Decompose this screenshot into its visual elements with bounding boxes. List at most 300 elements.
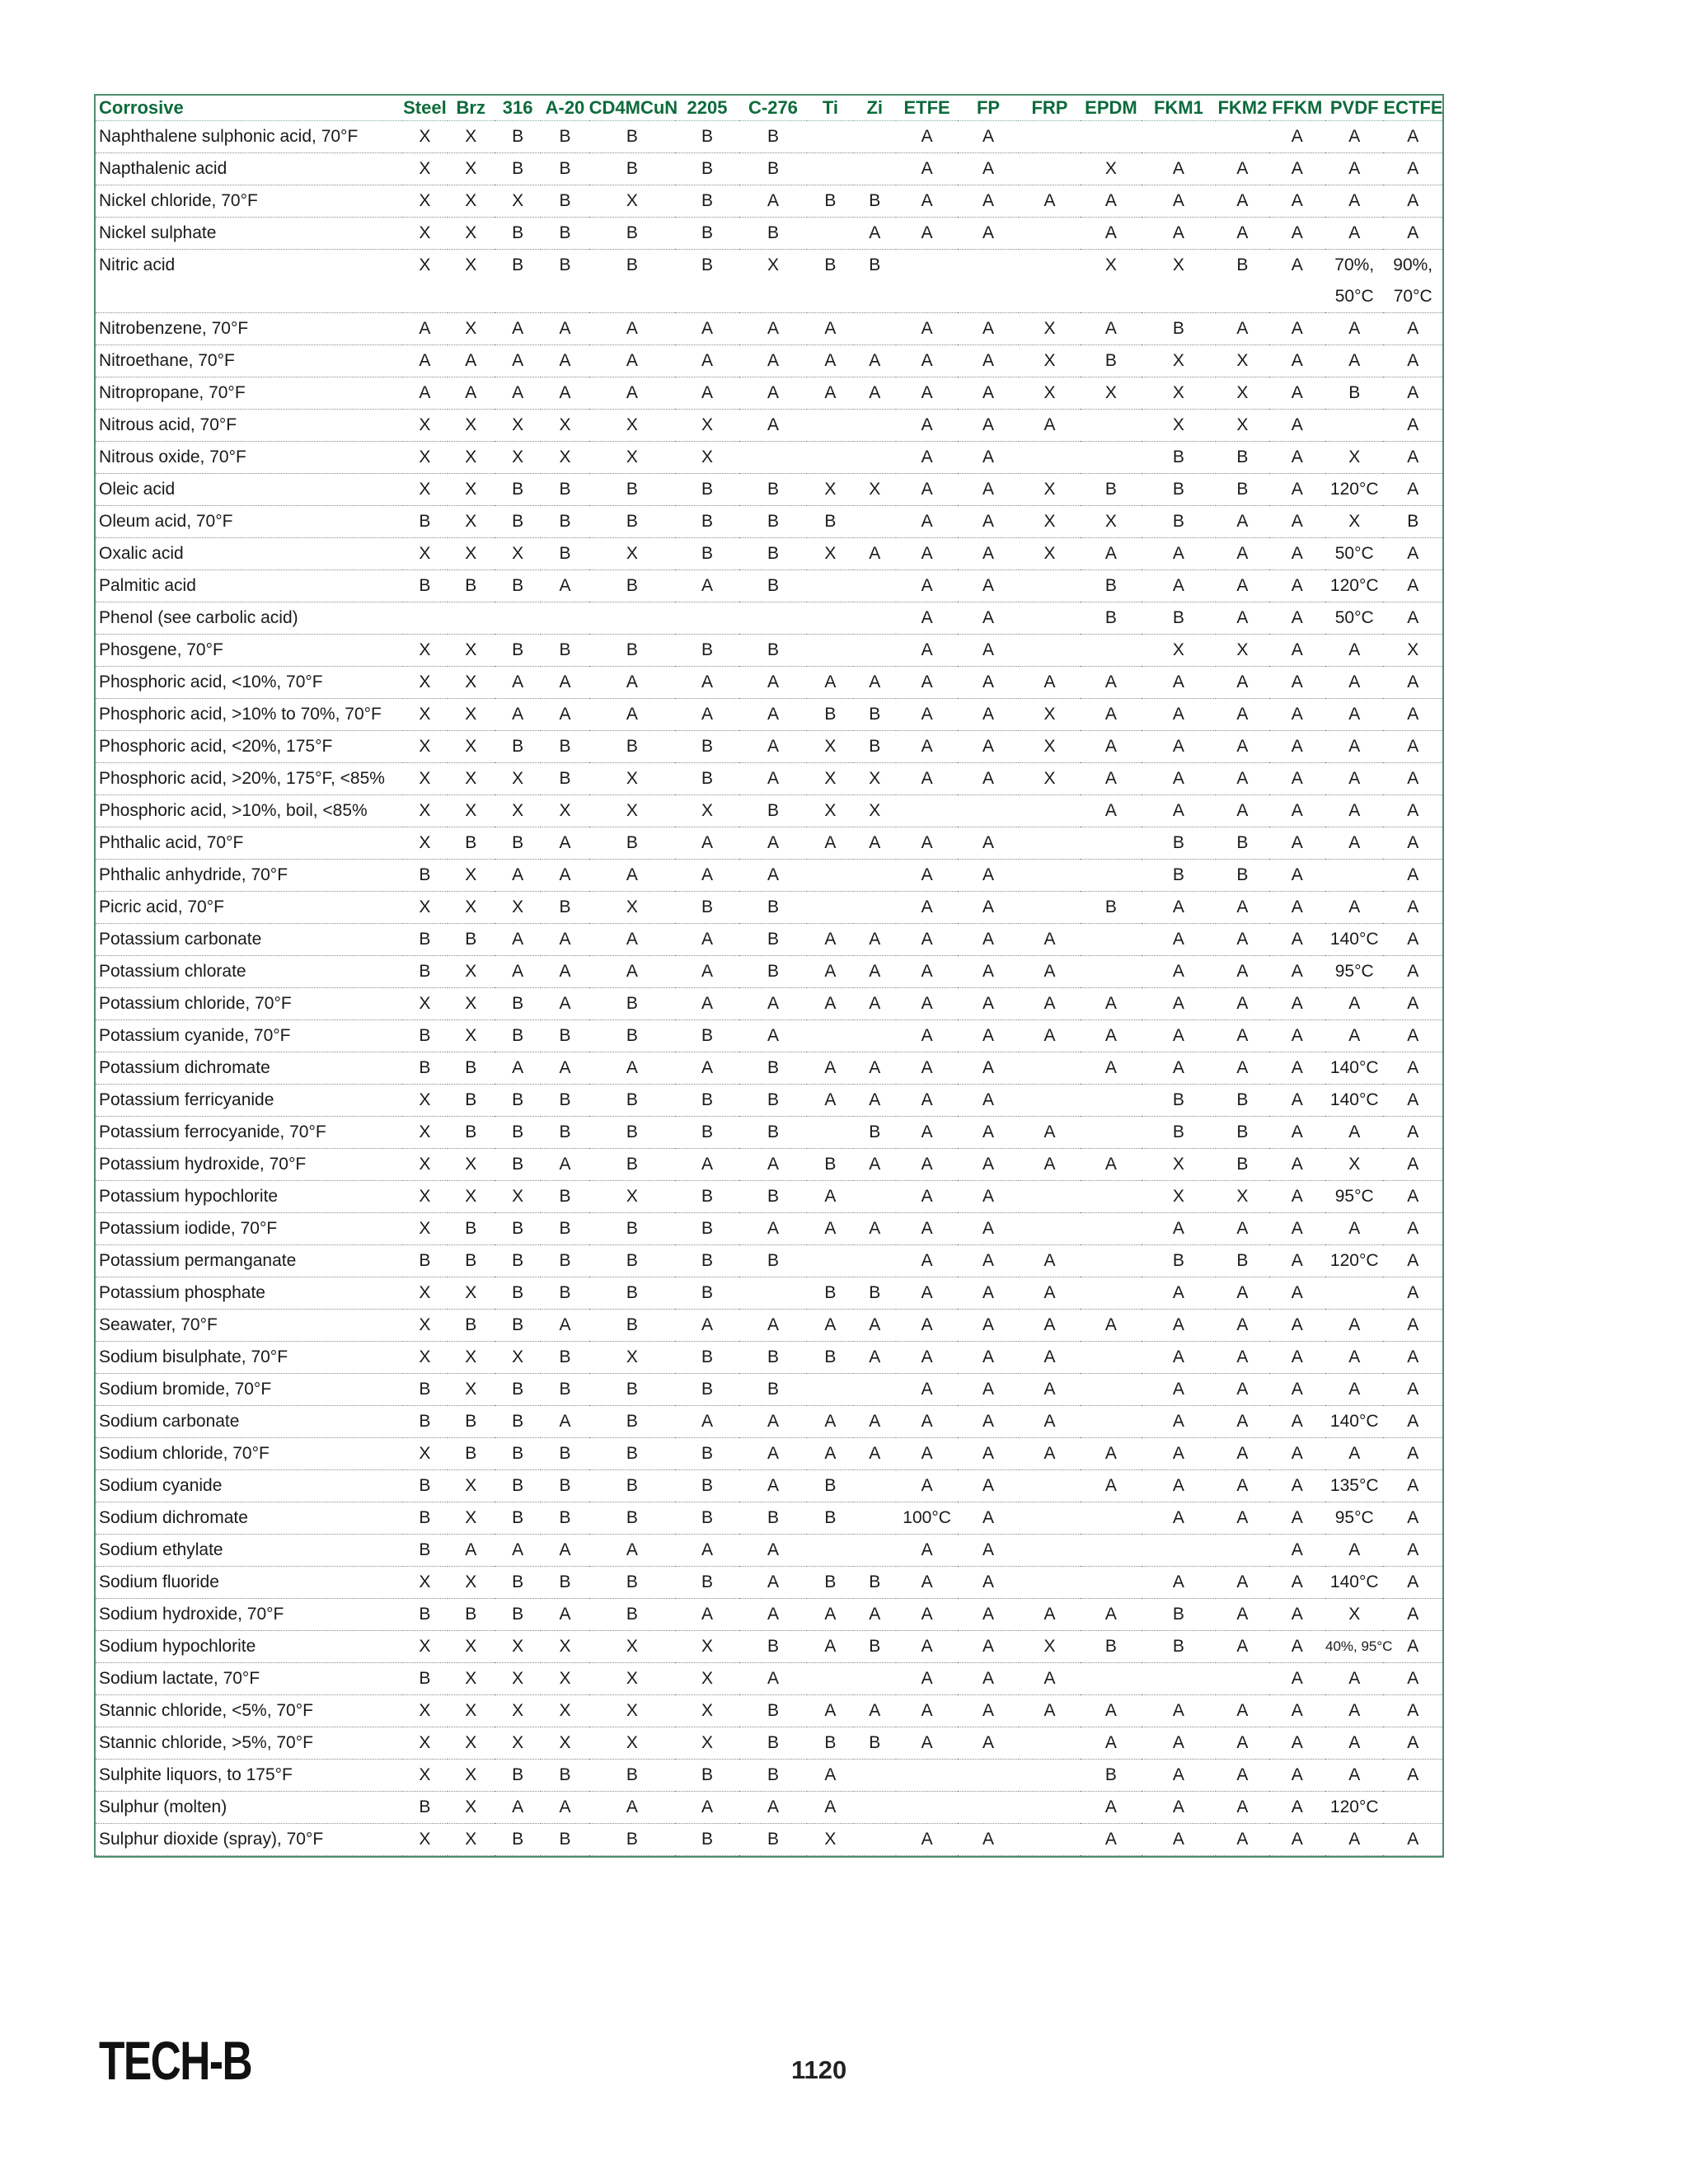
rating-cell: A (1142, 218, 1217, 250)
rating-cell: A (541, 1792, 588, 1824)
rating-cell (854, 1470, 896, 1502)
rating-cell (1081, 1277, 1141, 1310)
rating-cell: A (854, 827, 896, 860)
table-row (96, 1406, 1442, 1438)
rating-cell: A (1269, 699, 1325, 731)
rating-cell: A (1081, 1792, 1141, 1824)
rating-cell: A (1019, 1342, 1081, 1374)
rating-cell (807, 860, 853, 892)
rating-cell: A (958, 1374, 1018, 1406)
rating-cell: X (402, 250, 447, 313)
rating-cell: A (1019, 1695, 1081, 1727)
rating-cell: B (448, 1245, 495, 1277)
rating-cell (854, 570, 896, 602)
rating-cell: X (1019, 538, 1081, 570)
rating-cell: A (739, 1792, 808, 1824)
corrosive-name-cell: Sulphite liquors, to 175°F (96, 1760, 402, 1792)
brand-logo: TECH-B (99, 2030, 252, 2091)
rating-cell: B (675, 1567, 738, 1599)
rating-cell: A (675, 988, 738, 1020)
table-row (96, 250, 1442, 313)
rating-cell: B (541, 1277, 588, 1310)
rating-cell: A (1216, 185, 1268, 218)
rating-cell: A (589, 313, 676, 345)
rating-cell: B (1081, 892, 1141, 924)
rating-cell: A (1019, 1374, 1081, 1406)
rating-cell: A (958, 153, 1018, 185)
rating-cell: A (958, 1245, 1018, 1277)
table-row (96, 1663, 1442, 1695)
rating-cell: A (1383, 1406, 1442, 1438)
rating-cell: A (1325, 345, 1383, 377)
rating-cell: A (1269, 988, 1325, 1020)
rating-cell: A (1269, 892, 1325, 924)
rating-cell: A (958, 1567, 1018, 1599)
rating-cell: A (1269, 1245, 1325, 1277)
rating-cell: A (739, 1567, 808, 1599)
table-row (96, 1695, 1442, 1727)
rating-cell: A (958, 1824, 1018, 1856)
rating-cell: A (1216, 1599, 1268, 1631)
rating-cell (541, 602, 588, 635)
rating-cell: A (1019, 956, 1081, 988)
rating-cell: A (896, 924, 958, 956)
rating-cell: A (1081, 699, 1141, 731)
rating-cell: A (1325, 313, 1383, 345)
rating-cell: A (541, 377, 588, 410)
rating-cell: X (675, 795, 738, 827)
rating-cell: A (854, 667, 896, 699)
compatibility-table-frame (94, 94, 1444, 1858)
rating-cell: A (896, 1663, 958, 1695)
rating-cell: B (541, 1085, 588, 1117)
rating-cell: B (675, 1277, 738, 1310)
rating-cell: A (958, 956, 1018, 988)
corrosive-name-cell: Naphthalene sulphonic acid, 70°F (96, 121, 402, 153)
column-header: Ti (807, 96, 853, 121)
rating-cell: B (739, 474, 808, 506)
rating-cell: X (589, 410, 676, 442)
rating-cell: A (541, 1052, 588, 1085)
corrosive-name-cell: Sulphur dioxide (spray), 70°F (96, 1824, 402, 1856)
rating-cell: B (675, 1245, 738, 1277)
rating-cell: B (589, 635, 676, 667)
table-row (96, 1277, 1442, 1310)
rating-cell: A (1216, 924, 1268, 956)
table-row (96, 763, 1442, 795)
rating-cell: B (589, 506, 676, 538)
rating-cell (1081, 410, 1141, 442)
rating-cell: A (896, 1374, 958, 1406)
rating-cell: A (675, 1149, 738, 1181)
rating-cell (402, 602, 447, 635)
rating-cell: B (807, 1277, 853, 1310)
rating-cell: X (448, 699, 495, 731)
rating-cell: X (1019, 345, 1081, 377)
rating-cell: A (958, 699, 1018, 731)
rating-cell: B (739, 1374, 808, 1406)
rating-cell: A (958, 1406, 1018, 1438)
rating-cell: A (854, 1149, 896, 1181)
rating-cell: A (1269, 795, 1325, 827)
rating-cell: A (1216, 1502, 1268, 1535)
rating-cell: B (495, 1824, 541, 1856)
rating-cell: A (1019, 667, 1081, 699)
rating-cell: A (854, 1310, 896, 1342)
rating-cell: X (402, 1310, 447, 1342)
rating-cell: A (1383, 924, 1442, 956)
corrosive-name-cell: Sodium hypochlorite (96, 1631, 402, 1663)
rating-cell: A (1269, 185, 1325, 218)
rating-cell (1019, 1213, 1081, 1245)
rating-cell: 140°C (1325, 1406, 1383, 1438)
rating-cell: A (1325, 1117, 1383, 1149)
rating-cell: A (739, 377, 808, 410)
rating-cell: B (675, 506, 738, 538)
rating-cell: X (541, 410, 588, 442)
corrosive-name-cell: Picric acid, 70°F (96, 892, 402, 924)
table-row (96, 635, 1442, 667)
table-row (96, 1117, 1442, 1149)
rating-cell: B (495, 1149, 541, 1181)
rating-cell: X (448, 1502, 495, 1535)
rating-cell (1081, 1245, 1141, 1277)
rating-cell: X (402, 121, 447, 153)
corrosive-name-cell: Nitroethane, 70°F (96, 345, 402, 377)
rating-cell: A (1383, 1117, 1442, 1149)
rating-cell: X (402, 988, 447, 1020)
rating-cell: A (1269, 956, 1325, 988)
rating-cell: A (1383, 988, 1442, 1020)
rating-cell: X (675, 442, 738, 474)
table-row (96, 1792, 1442, 1824)
rating-cell: A (541, 667, 588, 699)
rating-cell: A (739, 667, 808, 699)
rating-cell: A (958, 377, 1018, 410)
rating-cell: B (739, 1760, 808, 1792)
rating-cell: A (1383, 1535, 1442, 1567)
rating-cell: A (675, 827, 738, 860)
rating-cell: A (1142, 892, 1217, 924)
rating-cell: A (1081, 667, 1141, 699)
rating-cell (807, 1535, 853, 1567)
rating-cell: B (589, 1310, 676, 1342)
rating-cell: A (1019, 1245, 1081, 1277)
rating-cell: A (896, 988, 958, 1020)
rating-cell (807, 1663, 853, 1695)
rating-cell: B (675, 1824, 738, 1856)
rating-cell: B (541, 185, 588, 218)
rating-cell: B (1216, 474, 1268, 506)
rating-cell: B (1142, 860, 1217, 892)
rating-cell: A (739, 1149, 808, 1181)
rating-cell: A (896, 1406, 958, 1438)
rating-cell: A (1081, 1727, 1141, 1760)
rating-cell: A (1081, 1020, 1141, 1052)
rating-cell: A (1269, 506, 1325, 538)
rating-cell (1019, 827, 1081, 860)
rating-cell: B (495, 1438, 541, 1470)
rating-cell: B (541, 250, 588, 313)
rating-cell: A (1383, 731, 1442, 763)
rating-cell: B (541, 1470, 588, 1502)
rating-cell: B (402, 1792, 447, 1824)
column-header: A-20 (541, 96, 588, 121)
rating-cell: A (958, 667, 1018, 699)
rating-cell: A (1019, 185, 1081, 218)
corrosive-name-cell: Sodium chloride, 70°F (96, 1438, 402, 1470)
rating-cell: X (402, 1277, 447, 1310)
rating-cell: A (1216, 1277, 1268, 1310)
rating-cell: B (402, 506, 447, 538)
rating-cell: A (541, 860, 588, 892)
rating-cell: X (589, 1695, 676, 1727)
rating-cell (854, 442, 896, 474)
rating-cell: X (1142, 377, 1217, 410)
corrosive-name-cell: Potassium chloride, 70°F (96, 988, 402, 1020)
rating-cell: X (448, 121, 495, 153)
corrosive-name-cell: Sulphur (molten) (96, 1792, 402, 1824)
rating-cell: B (739, 924, 808, 956)
rating-cell: B (541, 121, 588, 153)
rating-cell: A (739, 827, 808, 860)
corrosive-name-cell: Potassium carbonate (96, 924, 402, 956)
rating-cell: X (402, 1760, 447, 1792)
rating-cell: B (589, 1824, 676, 1856)
rating-cell (854, 1792, 896, 1824)
rating-cell: A (1269, 924, 1325, 956)
rating-cell: B (495, 1374, 541, 1406)
rating-cell: A (541, 827, 588, 860)
rating-cell (854, 602, 896, 635)
rating-cell: X (1216, 345, 1268, 377)
rating-cell: A (589, 1792, 676, 1824)
corrosive-name-cell: Phosphoric acid, >10% to 70%, 70°F (96, 699, 402, 731)
rating-cell: A (958, 1695, 1018, 1727)
rating-cell: B (495, 1117, 541, 1149)
rating-cell: A (1081, 1599, 1141, 1631)
rating-cell: A (1019, 410, 1081, 442)
rating-cell: A (1142, 1020, 1217, 1052)
rating-cell: X (495, 1695, 541, 1727)
corrosive-name-cell: Nitric acid (96, 250, 402, 313)
rating-cell: A (1142, 699, 1217, 731)
rating-cell: A (854, 1213, 896, 1245)
rating-cell: X (589, 763, 676, 795)
rating-cell (1019, 1760, 1081, 1792)
rating-cell (854, 1502, 896, 1535)
table-row (96, 1631, 1442, 1663)
table-row (96, 153, 1442, 185)
rating-cell: A (1325, 795, 1383, 827)
rating-cell: B (402, 860, 447, 892)
rating-cell (958, 795, 1018, 827)
rating-cell: X (495, 538, 541, 570)
rating-cell: B (589, 827, 676, 860)
rating-cell: A (958, 1277, 1018, 1310)
rating-cell: B (1216, 827, 1268, 860)
rating-cell: X (1019, 699, 1081, 731)
rating-cell: X (1216, 635, 1268, 667)
rating-cell: A (1383, 313, 1442, 345)
rating-cell: A (958, 1663, 1018, 1695)
rating-cell: 120°C (1325, 1792, 1383, 1824)
rating-cell: A (1081, 1310, 1141, 1342)
rating-cell: A (1383, 1438, 1442, 1470)
rating-cell: A (675, 860, 738, 892)
rating-cell: A (958, 474, 1018, 506)
corrosive-name-cell: Phosphoric acid, >20%, 175°F, <85% (96, 763, 402, 795)
rating-cell: A (1142, 1052, 1217, 1085)
table-row (96, 1374, 1442, 1406)
rating-cell: A (958, 1470, 1018, 1502)
corrosive-name-cell: Potassium ferricyanide (96, 1085, 402, 1117)
rating-cell: A (1269, 377, 1325, 410)
rating-cell: B (541, 1760, 588, 1792)
rating-cell: X (1383, 635, 1442, 667)
rating-cell: A (1325, 1663, 1383, 1695)
table-row (96, 956, 1442, 988)
rating-cell (807, 602, 853, 635)
rating-cell (807, 1020, 853, 1052)
rating-cell: A (896, 442, 958, 474)
rating-cell: A (896, 1342, 958, 1374)
rating-cell: A (896, 1727, 958, 1760)
rating-cell (958, 1792, 1018, 1824)
rating-cell (1142, 121, 1217, 153)
rating-cell: B (402, 1245, 447, 1277)
rating-cell: X (1019, 313, 1081, 345)
rating-cell: A (896, 538, 958, 570)
rating-cell: A (1383, 442, 1442, 474)
rating-cell: A (1081, 1438, 1141, 1470)
rating-cell: B (739, 1181, 808, 1213)
rating-cell: A (1383, 121, 1442, 153)
rating-cell: A (807, 1181, 853, 1213)
rating-cell: B (402, 1599, 447, 1631)
rating-cell: B (541, 1342, 588, 1374)
rating-cell: A (1142, 1502, 1217, 1535)
rating-cell (854, 860, 896, 892)
rating-cell: A (1142, 1277, 1217, 1310)
rating-cell: X (402, 1149, 447, 1181)
table-row (96, 1438, 1442, 1470)
rating-cell: A (896, 1213, 958, 1245)
rating-cell: A (896, 1310, 958, 1342)
rating-cell (807, 892, 853, 924)
rating-cell: A (1383, 410, 1442, 442)
rating-cell: X (448, 153, 495, 185)
table-header-row (96, 96, 1442, 121)
rating-cell: A (1019, 1663, 1081, 1695)
rating-cell: X (675, 1727, 738, 1760)
rating-cell: A (1269, 1567, 1325, 1599)
rating-cell (1081, 1567, 1141, 1599)
rating-cell: B (739, 1727, 808, 1760)
rating-cell: B (675, 1438, 738, 1470)
rating-cell: A (958, 602, 1018, 635)
rating-cell: A (1142, 763, 1217, 795)
rating-cell: B (675, 1181, 738, 1213)
rating-cell: A (958, 1149, 1018, 1181)
rating-cell: X (495, 892, 541, 924)
rating-cell: B (675, 218, 738, 250)
rating-cell: A (896, 1277, 958, 1310)
rating-cell: A (807, 1310, 853, 1342)
rating-cell: B (402, 924, 447, 956)
rating-cell: B (448, 1599, 495, 1631)
rating-cell: A (1383, 795, 1442, 827)
rating-cell: A (958, 345, 1018, 377)
rating-cell: A (1383, 153, 1442, 185)
column-header: FFKM (1269, 96, 1325, 121)
rating-cell: A (1081, 763, 1141, 795)
corrosive-name-cell: Sodium cyanide (96, 1470, 402, 1502)
rating-cell: B (589, 1149, 676, 1181)
rating-cell: A (1325, 1213, 1383, 1245)
rating-cell (896, 1792, 958, 1824)
rating-cell (1019, 1727, 1081, 1760)
rating-cell: B (1142, 1631, 1217, 1663)
rating-cell: A (1383, 602, 1442, 635)
rating-cell (896, 250, 958, 313)
rating-cell: B (495, 635, 541, 667)
rating-cell: A (1216, 1792, 1268, 1824)
rating-cell: A (495, 313, 541, 345)
rating-cell: A (589, 1535, 676, 1567)
rating-cell: A (495, 345, 541, 377)
rating-cell: 95°C (1325, 1181, 1383, 1213)
rating-cell: A (1269, 1824, 1325, 1856)
rating-cell: A (1269, 860, 1325, 892)
rating-cell: X (589, 1727, 676, 1760)
rating-cell: X (402, 218, 447, 250)
rating-cell: X (448, 1824, 495, 1856)
rating-cell (1019, 1567, 1081, 1599)
rating-cell (1216, 1535, 1268, 1567)
rating-cell: A (1383, 699, 1442, 731)
rating-cell: B (541, 892, 588, 924)
rating-cell: A (896, 892, 958, 924)
rating-cell: A (1142, 1438, 1217, 1470)
rating-cell: A (541, 956, 588, 988)
corrosive-name-cell: Nickel chloride, 70°F (96, 185, 402, 218)
rating-cell: B (541, 1245, 588, 1277)
rating-cell: B (589, 731, 676, 763)
corrosive-name-cell: Sodium fluoride (96, 1567, 402, 1599)
rating-cell: B (589, 1438, 676, 1470)
rating-cell: A (807, 1631, 853, 1663)
rating-cell (1081, 1117, 1141, 1149)
rating-cell: X (807, 731, 853, 763)
rating-cell (1142, 1535, 1217, 1567)
rating-cell (1019, 1052, 1081, 1085)
rating-cell: A (1325, 153, 1383, 185)
rating-cell: A (1019, 1438, 1081, 1470)
rating-cell (854, 1663, 896, 1695)
rating-cell (1019, 602, 1081, 635)
rating-cell: B (541, 635, 588, 667)
rating-cell: A (1216, 153, 1268, 185)
rating-cell: A (739, 410, 808, 442)
rating-cell: X (807, 538, 853, 570)
rating-cell: B (448, 1438, 495, 1470)
column-header: Zi (854, 96, 896, 121)
rating-cell: A (896, 313, 958, 345)
rating-cell (1081, 1181, 1141, 1213)
rating-cell: A (958, 827, 1018, 860)
rating-cell: A (1081, 1149, 1141, 1181)
